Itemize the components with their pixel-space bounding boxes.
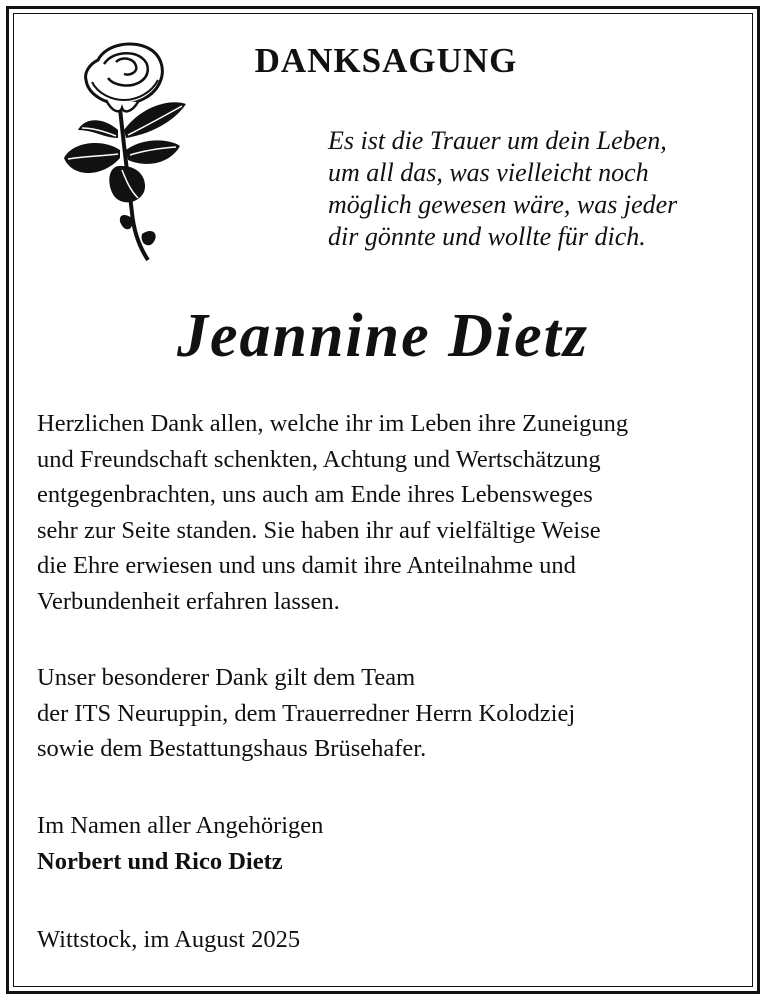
text-line: entgegenbrachten, uns auch am Ende ihres Lebensweges: [37, 481, 593, 509]
poem-line: Es ist die Trauer um dein Leben,: [328, 126, 667, 155]
rose-icon: [58, 38, 198, 263]
page-title: DANKSAGUNG: [254, 41, 518, 80]
poem: [328, 125, 748, 253]
text-line: die Ehre erwiesen und uns damit ihre Anteilnahme und: [37, 552, 576, 580]
text-line: sehr zur Seite standen. Sie haben ihr auf vielfältige Weise: [37, 516, 601, 544]
text-line: der ITS Neuruppin, dem Trauerredner Herrn Kolodziej: [37, 699, 576, 727]
poem-line: möglich gewesen wäre, was jeder: [328, 190, 678, 219]
signature-block: [37, 808, 752, 879]
text-line: Verbundenheit erfahren lassen.: [37, 587, 340, 615]
signature-intro: Im Namen aller Angehörigen: [37, 812, 324, 839]
text-line: Herzlichen Dank allen, welche ihr im Leben ihre Zuneigung: [37, 410, 629, 437]
poem-line: dir gönnte und wollte für dich.: [328, 222, 646, 251]
special-thanks-paragraph: [37, 660, 752, 767]
text-line: Unser besonderer Dank gilt dem Team: [37, 664, 416, 691]
text-line: und Freundschaft schenkten, Achtung und Wertschätzung: [37, 445, 601, 473]
place-date-text: Wittstock, im August 2025: [37, 926, 301, 953]
deceased-name: Jeannine Dietz: [176, 302, 590, 370]
signature-names: Norbert und Rico Dietz: [37, 847, 283, 875]
place-date: [37, 922, 752, 958]
thanks-paragraph: [37, 406, 752, 620]
text-line: sowie dem Bestattungshaus Brüsehafer.: [37, 735, 427, 763]
poem-line: um all das, was vielleicht noch: [328, 158, 649, 187]
